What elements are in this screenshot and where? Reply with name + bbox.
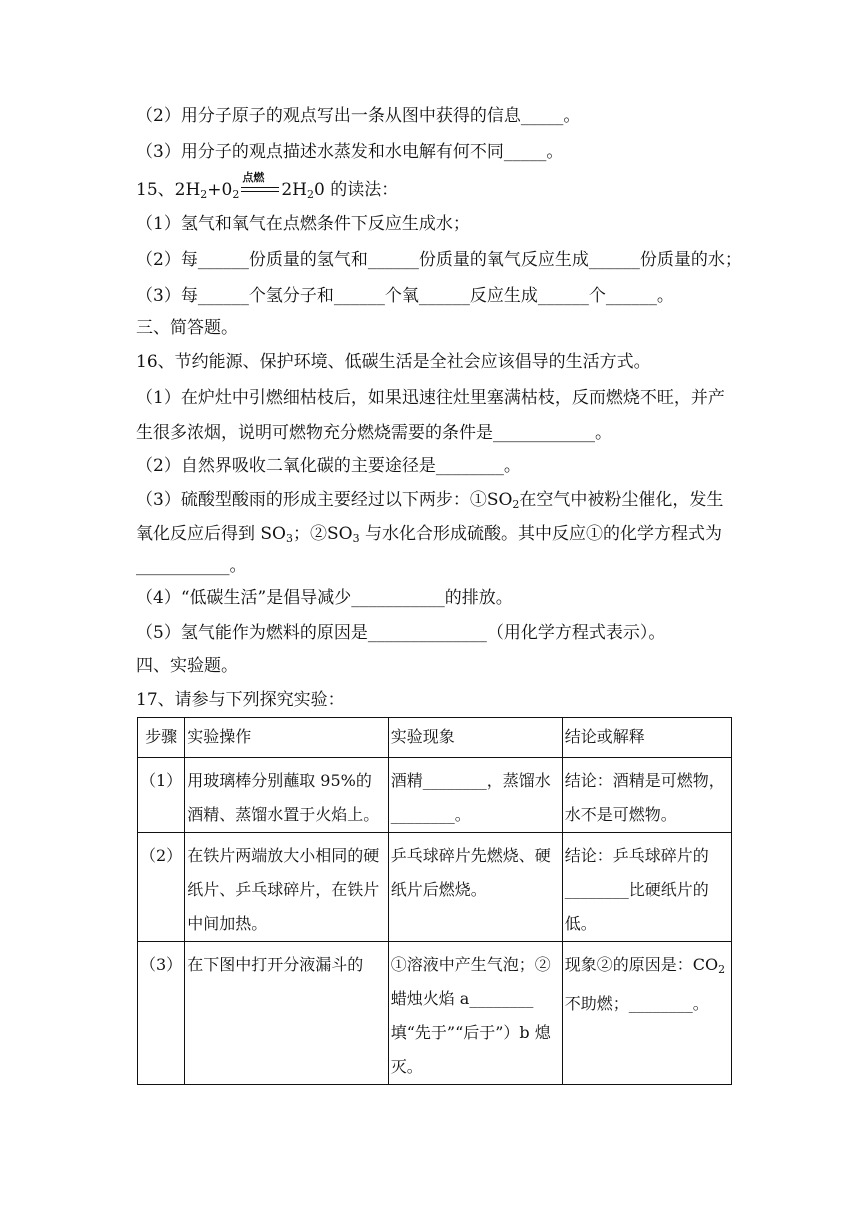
table-header-row xyxy=(138,718,732,758)
row2-step: （2） xyxy=(138,833,185,942)
q16-part3-text-d: ；②SO xyxy=(293,524,353,544)
q14-part2: （2）用分子原子的观点写出一条从图中获得的信息_____。 xyxy=(136,106,581,126)
row3-conclusion-a: 现象②的原因是：CO xyxy=(564,955,719,974)
row3-step: （3） xyxy=(138,942,185,1085)
table-row xyxy=(138,758,732,833)
row3-operation: 在下图中打开分液漏斗的 xyxy=(185,942,389,1085)
q16-stem: 16、节约能源、保护环境、低碳生活是全社会应该倡导的生活方式。 xyxy=(136,352,651,372)
row1-step: （1） xyxy=(138,758,185,833)
row1-operation: 用玻璃棒分别蘸取 95%的酒精、蒸馏水置于火焰上。 xyxy=(185,758,389,833)
q15-part3: （3）每______个氢分子和______个氧______反应生成______个______。 xyxy=(136,286,674,306)
experiment-table xyxy=(137,717,732,1085)
row2-conclusion: 结论：乒乓球碎片的________比硬纸片的低。 xyxy=(562,833,731,942)
table-row xyxy=(138,942,732,1085)
q16-part1-line1: （1）在炉灶中引燃细枯枝后，如果迅速往灶里塞满枯枝，反而燃烧不旺，并产 xyxy=(136,388,725,408)
row2-operation: 在铁片两端放大小相同的硬纸片、乒乓球碎片，在铁片中间加热。 xyxy=(185,833,389,942)
q14-part3: （3）用分子的观点描述水蒸发和水电解有何不同_____。 xyxy=(136,142,564,162)
reaction-arrow xyxy=(239,171,281,198)
header-operation: 实验操作 xyxy=(185,718,389,758)
reaction-condition: 点燃 xyxy=(242,171,265,184)
q15-part1: （1）氢气和氧气在点燃条件下反应生成水； xyxy=(136,214,470,234)
q16-part2: （2）自然界吸收二氧化碳的主要途径是________。 xyxy=(136,456,521,476)
q16-part1-line2: 生很多浓烟，说明可燃物充分燃烧需要的条件是____________。 xyxy=(136,423,612,443)
q16-part5: （5）氢气能作为燃料的原因是______________（用化学方程式表示）。 xyxy=(136,623,666,643)
q16-part3-text-a: （3）硫酸型酸雨的形成主要经过以下两步：①SO xyxy=(136,490,513,510)
section-3-heading: 三、简答题。 xyxy=(136,318,238,338)
q16-part3-text-e: 与水化合形成硫酸。其中反应①的化学方程式为 xyxy=(359,524,722,544)
q15-mid2: 2H xyxy=(281,180,307,200)
q15-equation-line: 15、$2H_2+0_2$ 点燃 $2H_20$ 的读法： xyxy=(136,178,398,205)
header-phenomenon: 实验现象 xyxy=(388,718,562,758)
q16-part3-line2: 氧化反应后得到 $SO_3$；$②SO_3$ 与水化合形成硫酸。其中反应①的化学方程式为 xyxy=(136,524,722,545)
q15-suffix: 0 的读法： xyxy=(314,180,399,200)
q16-part3-text-b: 在空气中被粉尘催化，发生 xyxy=(519,490,724,510)
table-row xyxy=(138,833,732,942)
row1-phenomenon: 酒精________，蒸馏水________。 xyxy=(388,758,562,833)
header-conclusion: 结论或解释 xyxy=(562,718,731,758)
q17-stem: 17、请参与下列探究实验： xyxy=(136,690,345,710)
q16-part3-text-c: 氧化反应后得到 SO xyxy=(136,524,286,544)
row3-conclusion: 现象②的原因是：$CO_2$不助燃；________。 xyxy=(562,942,731,1085)
q16-part3-line1: （3）硫酸型酸雨的形成主要经过以下两步：$①SO_2$在空气中被粉尘催化，发生 xyxy=(136,490,724,511)
row3-phenomenon: ①溶液中产生气泡；②蜡烛火焰 a________填“先于”“后于”）b 熄灭。 xyxy=(388,942,562,1085)
q16-part3-line3: ___________。 xyxy=(136,556,247,576)
row2-phenomenon: 乒乓球碎片先燃烧、硬纸片后燃烧。 xyxy=(388,833,562,942)
header-step: 步骤 xyxy=(138,718,185,758)
row3-conclusion-b: 不助燃；________。 xyxy=(564,994,709,1013)
row1-conclusion: 结论：酒精是可燃物，水不是可燃物。 xyxy=(562,758,731,833)
section-4-heading: 四、实验题。 xyxy=(136,656,238,676)
q15-prefix: 15、2H xyxy=(136,180,201,200)
q16-part4: （4）“低碳生活”是倡导减少___________的排放。 xyxy=(136,588,513,608)
q15-part2: （2）每______份质量的氢气和______份质量的氧气反应生成______份质量的水； xyxy=(136,250,742,270)
q15-mid1: +0 xyxy=(207,180,233,200)
